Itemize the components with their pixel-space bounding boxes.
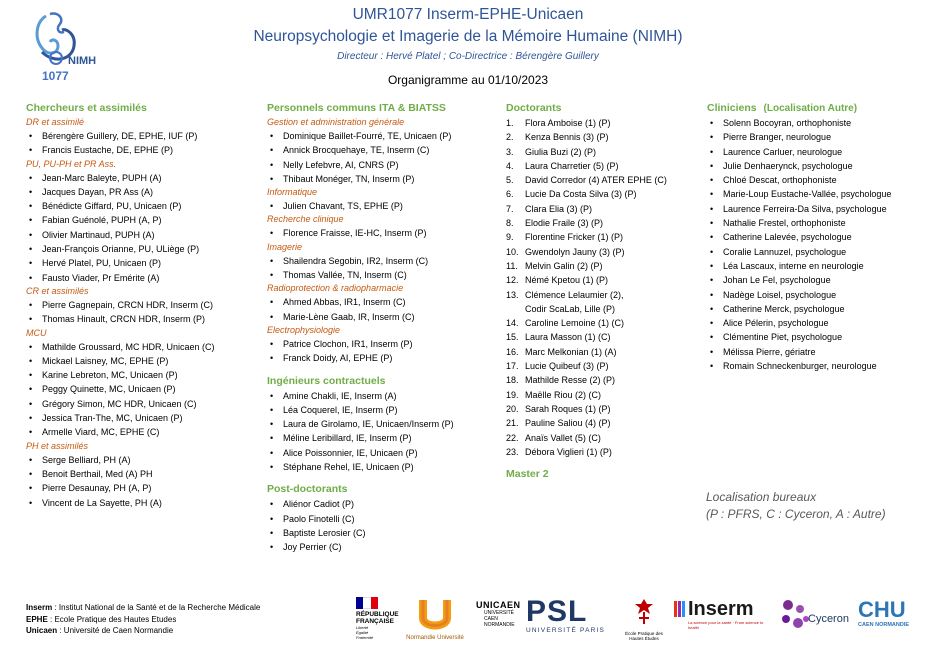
- person-item: • Patrice Clochon, IR1, Inserm (P): [267, 337, 497, 351]
- person-item: • Dominique Baillet-Fourré, TE, Unicaen (P): [267, 129, 497, 143]
- item-text: Florentine Fricker (1) (P): [525, 232, 624, 243]
- logo-number: 1077: [42, 69, 69, 83]
- person-item: • Vincent de La Sayette, PH (A): [26, 496, 262, 510]
- subsection-title: PH et assimilés: [26, 440, 89, 451]
- psl-logo: PSL UNIVERSITÉ PARIS: [526, 595, 606, 634]
- person-list: [267, 199, 497, 213]
- person-item: • Joy Perrier (C): [267, 540, 497, 554]
- item-text: Maëlle Riou (2) (C): [525, 389, 602, 400]
- section-title: Post-doctorants: [267, 483, 348, 496]
- item-text: Pauline Saliou (4) (P): [525, 418, 611, 429]
- person-item: • Laurence Carluer, neurologue: [707, 145, 927, 159]
- person-item: • Marie-Loup Eustache-Vallée, psychologue: [707, 187, 927, 201]
- item-number: 17.: [506, 361, 519, 372]
- item-text: Mathilde Resse (2) (P): [525, 375, 616, 386]
- subsection-title: Recherche clinique: [267, 214, 344, 225]
- subsection-title: Gestion et administration générale: [267, 117, 405, 127]
- cliniciens-title: Cliniciens: [707, 102, 757, 114]
- cliniciens-list: [707, 116, 927, 373]
- item-text: Marc Melkonian (1) (A): [525, 346, 617, 357]
- item-number: 3.: [506, 146, 514, 157]
- item-number: 10.: [506, 246, 519, 257]
- location-line2: (P : PFRS, C : Cyceron, A : Autre): [706, 507, 886, 521]
- section-title: Master 2: [506, 468, 549, 481]
- person-item: • Fausto Viader, Pr Emérite (A): [26, 271, 262, 285]
- doctorant-item: [506, 416, 692, 430]
- person-item: • Julie Denhaerynck, psychologue: [707, 159, 927, 173]
- item-number: 8.: [506, 218, 514, 229]
- person-item: • Léa Lascaux, interne en neurologie: [707, 259, 927, 273]
- doctorant-item: [506, 230, 692, 244]
- person-item: • Bénédicte Giffard, PU, Unicaen (P): [26, 199, 262, 213]
- doctorant-item: [506, 345, 692, 359]
- person-item: • Laura de Girolamo, IE, Unicaen/Inserm (P): [267, 417, 497, 431]
- unicaen-logo: UNICAEN UNIVERSITÉ CAEN NORMANDIE: [476, 600, 521, 628]
- subsection-title: PU, PU-PH et PR Ass.: [26, 158, 117, 169]
- item-number: 14.: [506, 318, 519, 329]
- col1-groups: [26, 116, 262, 510]
- person-item: • Olivier Martinaud, PUPH (A): [26, 228, 262, 242]
- logo-text: NIMH: [68, 55, 97, 67]
- item-number: 21.: [506, 418, 519, 429]
- person-item: • Mélissa Pierre, gériatre: [707, 345, 927, 359]
- item-text: Clémence Lelaumier (2),: [525, 289, 624, 300]
- ephe-emblem-icon: [633, 598, 655, 626]
- person-list: [26, 298, 262, 327]
- subsection-title: Electrophysiologie: [267, 324, 341, 335]
- abbreviation-legend: [26, 602, 260, 637]
- section-title: Doctorants: [506, 102, 562, 114]
- doctorant-item: [506, 273, 692, 287]
- person-item: • Peggy Quinette, MC, Unicaen (P): [26, 382, 262, 396]
- person-item: • Amine Chakli, IE, Inserm (A): [267, 389, 497, 403]
- item-text: Elodie Fraile (3) (P): [525, 218, 604, 229]
- doctorant-item: [506, 216, 692, 230]
- legend-unicaen: Unicaen : Université de Caen Normandie: [26, 626, 174, 635]
- subsection-title: Informatique: [267, 187, 318, 198]
- section-title: Ingénieurs contractuels: [267, 374, 386, 387]
- person-item: • Pierre Desaunay, PH (A, P): [26, 481, 262, 495]
- item-number: 18.: [506, 375, 519, 386]
- section-title: [707, 101, 927, 116]
- person-list: [267, 254, 497, 283]
- item-text: Giulia Buzi (2) (P): [525, 146, 597, 157]
- doctorant-item: [506, 245, 692, 259]
- person-item: • Thomas Hinault, CRCN HDR, Inserm (P): [26, 312, 262, 326]
- person-item: • Florence Fraisse, IE-HC, Inserm (P): [267, 226, 497, 240]
- chu-caen-logo: CHU CAEN NORMANDIE: [858, 597, 910, 628]
- person-item: • Léa Coquerel, IE, Inserm (P): [267, 403, 497, 417]
- person-item: • Pierre Gagnepain, CRCN HDR, Inserm (C): [26, 298, 262, 312]
- person-item: • Mickael Laisney, MC, EPHE (P): [26, 354, 262, 368]
- item-text: Flora Amboise (1) (P): [525, 118, 611, 128]
- item-number: 23.: [506, 446, 519, 457]
- item-number: 4.: [506, 160, 514, 171]
- subsection-title: DR et assimilé: [26, 117, 85, 127]
- inserm-bars-icon: [674, 601, 685, 617]
- item-number: 20.: [506, 403, 519, 414]
- person-item: • Laurence Ferreira-Da Silva, psychologue: [707, 202, 927, 216]
- person-item: • Thibaut Monéger, TN, Inserm (P): [267, 172, 497, 186]
- doctorant-item: [506, 445, 692, 459]
- item-number: 15.: [506, 332, 519, 343]
- person-item: • Benoit Berthail, Med (A) PH: [26, 467, 262, 481]
- cyceron-logo: Cyceron: [778, 597, 852, 641]
- postdocs-list: [267, 497, 497, 554]
- person-item: • Alice Poissonnier, IE, Unicaen (P): [267, 446, 497, 460]
- person-item: • Ahmed Abbas, IR1, Inserm (C): [267, 295, 497, 309]
- person-item: • Coralie Lannuzel, psychologue: [707, 245, 927, 259]
- directors-line: Directeur : Hervé Platel ; Co-Directrice : Bérengère Guillery: [337, 51, 599, 62]
- person-item: • Catherine Merck, psychologue: [707, 302, 927, 316]
- person-item: • Jessica Tran-The, MC, Unicaen (P): [26, 411, 262, 425]
- section-title: Chercheurs et assimilés: [26, 102, 147, 114]
- person-item: • Johan Le Fel, psychologue: [707, 273, 927, 287]
- person-item: • Karine Lebreton, MC, Unicaen (P): [26, 368, 262, 382]
- item-number: 16.: [506, 346, 519, 357]
- person-item: • Aliénor Cadiot (P): [267, 497, 497, 511]
- doctorants-list: [506, 116, 692, 459]
- column-doctorants: [506, 101, 692, 482]
- person-item: • Stéphane Rehel, IE, Unicaen (P): [267, 460, 497, 474]
- person-item: • Julien Chavant, TS, EPHE (P): [267, 199, 497, 213]
- item-text: Anaïs Vallet (5) (C): [525, 432, 601, 443]
- person-item: • Thomas Vallée, TN, Inserm (C): [267, 268, 497, 282]
- person-item: • Romain Schneckenburger, neurologue: [707, 359, 927, 373]
- engineers-list: [267, 389, 497, 475]
- person-list: [26, 340, 262, 440]
- person-item: • Méline Leribillard, IE, Inserm (P): [267, 431, 497, 445]
- normandie-universite-logo: Normandie Université: [400, 598, 470, 640]
- doctorant-item: [506, 330, 692, 344]
- person-item: • Jean-Marc Baleyte, PUPH (A): [26, 171, 262, 185]
- person-item: • Solenn Bocoyran, orthophoniste: [707, 116, 927, 130]
- doctorant-item: [506, 431, 692, 445]
- doctorant-item: [506, 259, 692, 273]
- item-text: Lucie Quibeuf (3) (P): [525, 361, 609, 372]
- person-item: • Shailendra Segobin, IR2, Inserm (C): [267, 254, 497, 268]
- organigramme-date: Organigramme au 01/10/2023: [387, 73, 549, 87]
- item-number: 19.: [506, 389, 519, 400]
- doctorant-item: [506, 359, 692, 373]
- person-item: • Pierre Branger, neurologue: [707, 130, 927, 144]
- doctorant-item: [506, 402, 692, 416]
- person-item: • Alice Pélerin, psychologue: [707, 316, 927, 330]
- person-item: • Jacques Dayan, PR Ass (A): [26, 185, 262, 199]
- person-item: • Fabian Guénolé, PUPH (A, P): [26, 213, 262, 227]
- item-number: 22.: [506, 432, 519, 443]
- person-item: • Mathilde Groussard, MC HDR, Unicaen (C): [26, 340, 262, 354]
- cyceron-molecule-icon: [778, 597, 812, 631]
- person-item: • Paolo Finotelli (C): [267, 512, 497, 526]
- subsection-title: CR et assimilés: [26, 285, 89, 296]
- item-text: Clara Elia (3) (P): [525, 203, 593, 214]
- person-item: • Armelle Viard, MC, EPHE (C): [26, 425, 262, 439]
- person-list: [26, 129, 262, 158]
- item-number: 12.: [506, 275, 519, 286]
- person-item: • Annick Brocquehaye, TE, Inserm (C): [267, 143, 497, 157]
- item-number: 1.: [506, 118, 514, 128]
- subsection-title: Radioprotection & radiopharmacie: [267, 283, 404, 294]
- doctorant-item: [506, 130, 692, 144]
- person-item: • Baptiste Lerosier (C): [267, 526, 497, 540]
- item-text: Caroline Lemoine (1) (C): [525, 318, 625, 329]
- person-item: • Chloé Descat, orthophoniste: [707, 173, 927, 187]
- person-item: • Franck Doidy, AI, EPHE (P): [267, 351, 497, 365]
- item-text: Sarah Roques (1) (P): [525, 403, 611, 414]
- item-number: 2.: [506, 132, 514, 143]
- person-item: • Grégory Simon, MC HDR, Unicaen (C): [26, 397, 262, 411]
- section-title: Personnels communs ITA & BIATSS: [267, 102, 446, 114]
- title-line2: Neuropsychologie et Imagerie de la Mémoire Humaine (NIMH): [253, 28, 683, 45]
- item-number: 5.: [506, 175, 514, 186]
- person-list: [267, 226, 497, 240]
- item-text: David Corredor (4) ATER EPHE (C): [525, 175, 667, 186]
- item-text: Laura Masson (1) (C): [525, 332, 611, 343]
- person-item: • Clémentine Piet, psychologue: [707, 330, 927, 344]
- item-text: Némé Kpetou (1) (P): [525, 275, 609, 286]
- doctorant-item: [506, 288, 692, 317]
- person-list: [26, 171, 262, 285]
- item-text: Lucie Da Costa Silva (3) (P): [525, 189, 637, 200]
- doctorant-item: [506, 173, 692, 187]
- doctorant-item: [506, 187, 692, 201]
- doctorant-item: [506, 388, 692, 402]
- person-item: • Marie-Lène Gaab, IR, Inserm (C): [267, 310, 497, 324]
- item-number: 7.: [506, 203, 514, 214]
- person-item: • Nelly Lefebvre, AI, CNRS (P): [267, 158, 497, 172]
- item-number: 6.: [506, 189, 514, 200]
- person-item: • Hervé Platel, PU, Unicaen (P): [26, 256, 262, 270]
- doctorant-item: [506, 145, 692, 159]
- republique-francaise-logo: RÉPUBLIQUE FRANÇAISE Liberté Égalité Fraternité: [356, 597, 408, 643]
- person-item: • Catherine Lalevée, psychologue: [707, 230, 927, 244]
- item-text: Gwendolyn Jauny (3) (P): [525, 246, 625, 257]
- cliniciens-note: (Localisation Autre): [763, 103, 858, 114]
- column-personnels: [267, 101, 497, 555]
- location-legend: [706, 489, 886, 523]
- item-number: 13.: [506, 289, 519, 300]
- subsection-title: MCU: [26, 327, 47, 338]
- subsection-title: Imagerie: [267, 241, 303, 252]
- item-text-continued: Codir ScaLab, Lille (P): [525, 303, 616, 314]
- item-number: 9.: [506, 232, 514, 243]
- doctorant-item: [506, 316, 692, 330]
- column-cliniciens: [707, 101, 927, 373]
- col2-groups: [267, 116, 497, 366]
- person-item: • Francis Eustache, DE, EPHE (P): [26, 143, 262, 157]
- location-line1: Localisation bureaux: [706, 490, 817, 504]
- person-list: [26, 453, 262, 510]
- item-text: Melvin Galin (2) (P): [525, 260, 603, 271]
- person-item: • Serge Belliard, PH (A): [26, 453, 262, 467]
- person-item: • Bérengère Guillery, DE, EPHE, IUF (P): [26, 129, 262, 143]
- item-text: Laura Charretier (5) (P): [525, 160, 619, 171]
- person-item: • Nathalie Frestel, orthophoniste: [707, 216, 927, 230]
- item-text: Kenza Bennis (3) (P): [525, 132, 609, 143]
- doctorant-item: [506, 159, 692, 173]
- legend-ephe: EPHE : Ecole Pratique des Hautes Etudes: [26, 614, 177, 624]
- item-number: 11.: [506, 260, 518, 271]
- normandie-u-icon: [415, 598, 455, 630]
- item-text: Débora Viglieri (1) (P): [525, 446, 612, 457]
- doctorant-item: [506, 373, 692, 387]
- title-line1: UMR1077 Inserm-EPHE-Unicaen: [352, 6, 584, 23]
- legend-inserm: Inserm : Institut National de la Santé et de la Recherche Médicale: [26, 603, 261, 612]
- person-item: • Nadège Loisel, psychologue: [707, 288, 927, 302]
- doctorant-item: [506, 202, 692, 216]
- ephe-logo: École Pratique des Hautes Études: [618, 598, 670, 640]
- person-item: • Jean-François Orianne, PU, ULiège (P): [26, 242, 262, 256]
- inserm-logo: Inserm La science pour la santé · From science to health: [674, 598, 770, 640]
- column-chercheurs: [26, 101, 262, 510]
- person-list: [267, 129, 497, 186]
- person-list: [267, 337, 497, 366]
- doctorant-item: [506, 116, 692, 130]
- person-list: [267, 295, 497, 324]
